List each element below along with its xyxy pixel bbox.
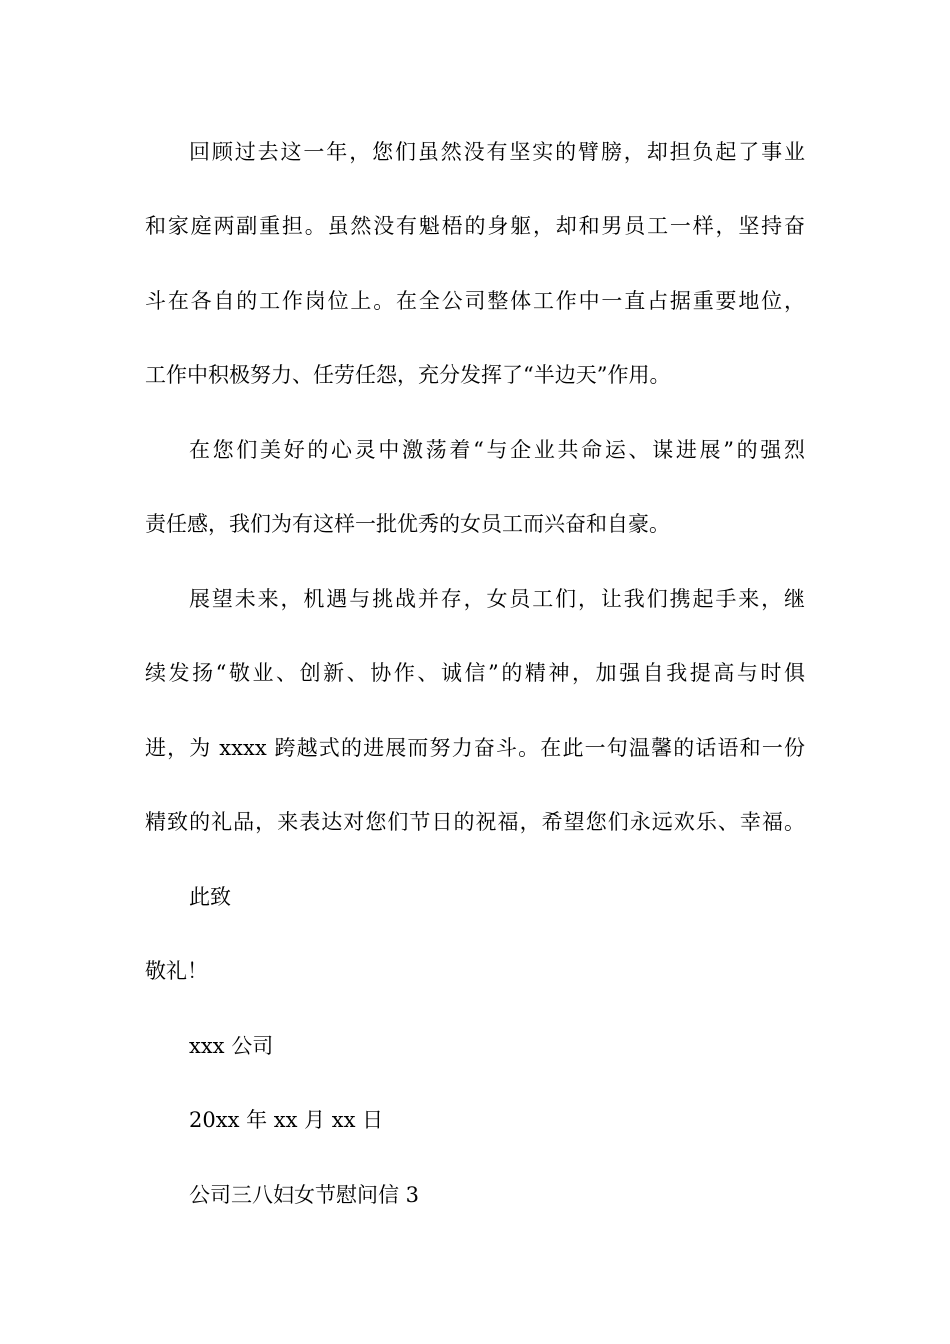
signature-date: 20xx 年 xx 月 xx 日: [189, 1108, 384, 1132]
paragraph-3-line-1: 展望未来，机遇与挑战并存，女员工们，让我们携起手来，继: [189, 587, 805, 611]
closing-regards: 敬礼！: [145, 959, 208, 983]
paragraph-1-line-3: 斗在各自的工作岗位上。在全公司整体工作中一直占据重要地位，: [145, 289, 805, 313]
paragraph-3-line-4: 精致的礼品，来表达对您们节日的祝福，希望您们永远欢乐、幸福。: [145, 810, 805, 834]
closing-salutation: 此致: [189, 885, 231, 909]
paragraph-3-line-3: 进，为 xxxx 跨越式的进展而努力奋斗。在此一句温馨的话语和一份: [145, 736, 805, 760]
paragraph-1-line-4: 工作中积极努力、任劳任怨，充分发挥了“半边天”作用。: [145, 363, 671, 387]
signature-company: xxx 公司: [189, 1034, 274, 1058]
paragraph-1-line-1: 回顾过去这一年，您们虽然没有坚实的臂膀，却担负起了事业: [189, 140, 805, 164]
paragraph-2-line-1: 在您们美好的心灵中激荡着“与企业共命运、谋进展”的强烈: [189, 438, 805, 462]
next-letter-title: 公司三八妇女节慰问信 3: [189, 1183, 420, 1207]
paragraph-2-line-2: 责任感，我们为有这样一批优秀的女员工而兴奋和自豪。: [145, 512, 670, 536]
paragraph-1-line-2: 和家庭两副重担。虽然没有魁梧的身躯，却和男员工一样，坚持奋: [145, 214, 805, 238]
paragraph-3-line-2: 续发扬“敬业、创新、协作、诚信”的精神，加强自我提高与时俱: [145, 661, 805, 685]
